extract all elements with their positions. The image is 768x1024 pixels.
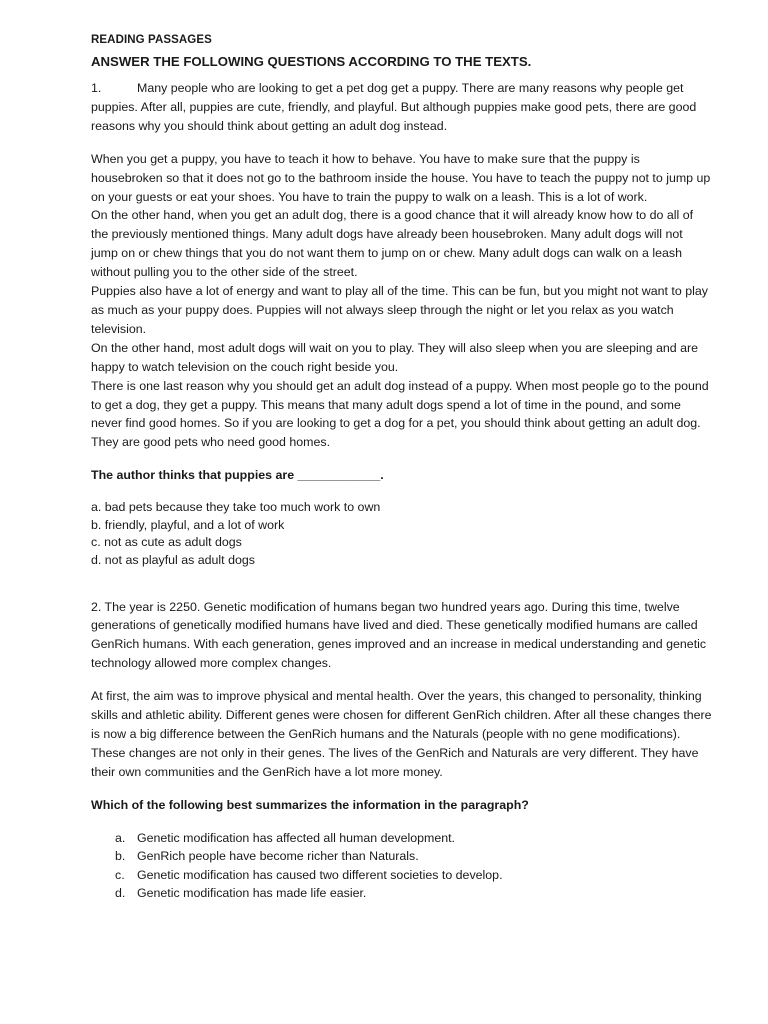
passage2-option-c: c. Genetic modification has caused two different societies to develop. (115, 867, 503, 882)
passage1-question: The author thinks that puppies are ____________. (91, 468, 384, 483)
passage1-option-b: b. friendly, playful, and a lot of work (91, 517, 285, 532)
passage2-option-a: a. Genetic modification has affected all human development. (115, 830, 455, 845)
passage1-option-c: c. not as cute as adult dogs (91, 535, 242, 550)
passage1-number: 1. (91, 81, 102, 95)
instruction-heading: ANSWER THE FOLLOWING QUESTIONS ACCORDING TO THE TEXTS. (91, 54, 532, 69)
passage1-paragraph: There is one last reason why you should get an adult dog instead of a puppy. When most people go to the pound to get a dog, they get a puppy. This means that many adult dogs spend a lot of time in the pound, and some never find good homes. So if you are looking to get a dog for a pet, you should think about getting an adult dog. They are good pets who need good homes. (91, 378, 709, 450)
passage2-options (91, 829, 712, 903)
passage2-question: Which of the following best summarizes the information in the paragraph? (91, 797, 529, 812)
passage1-option-d: d. not as playful as adult dogs (91, 552, 255, 567)
passage1-paragraph: When you get a puppy, you have to teach it how to behave. You have to make sure that the puppy is housebroken so that it does not go to the bathroom inside the house. You have to teach the puppy not to jump up on your guests or eat your shoes. You have to train the puppy to walk on a leash. This is a lot of work. (91, 151, 711, 204)
passage1-option-a: a. bad pets because they take too much work to own (91, 500, 381, 515)
document-title: READING PASSAGES (91, 34, 212, 46)
passage2-option-b: b. GenRich people have become richer than Naturals. (115, 849, 419, 864)
passage2-option-d: d. Genetic modification has made life easier. (115, 886, 367, 901)
passage2-paragraph: At first, the aim was to improve physical and mental health. Over the years, this changed to personality, thinking skills and athletic ability. Different genes were chosen for different GenRich children. After all these changes there is now a big difference between the GenRich humans and the Naturals (people with no gene modifications). These changes are not only in their genes. The lives of the GenRich and Naturals are very different. They have their own communities and the GenRich have a lot more money. (91, 689, 712, 779)
passage1-paragraph: 1. Many people who are looking to get a pet dog get a puppy. There are many reasons why people get puppies. After all, puppies are cute, friendly, and playful. But although puppies make good pets, there are good reasons why you should think about getting an adult dog instead. (91, 81, 697, 133)
passage1-paragraph: On the other hand, when you get an adult dog, there is a good chance that it will already know how to do all of the previously mentioned things. Many adult dogs have already been housebroken. Many adult dogs will not jump on or chew things that you do not want them to jump on or chew. Many adult dogs can walk on a leash without pulling you to the other side of the street. (91, 208, 694, 280)
passage1-paragraph: Puppies also have a lot of energy and want to play all of the time. This can be fun, but you might not want to play as much as your puppy does. Puppies will not always sleep through the night or let you relax as you watch television. (91, 284, 708, 336)
passage2-paragraph: 2. The year is 2250. Genetic modification of humans began two hundred years ago. During this time, twelve generations of genetically modified humans have lived and died. These genetically modified humans are called GenRich humans. With each generation, genes improved and an increase in medical understanding and genetic technology allowed more complex changes. (91, 599, 707, 671)
passage1-paragraph: On the other hand, most adult dogs will wait on you to play. They will also sleep when you are sleeping and are happy to watch television on the couch right beside you. (91, 340, 699, 374)
